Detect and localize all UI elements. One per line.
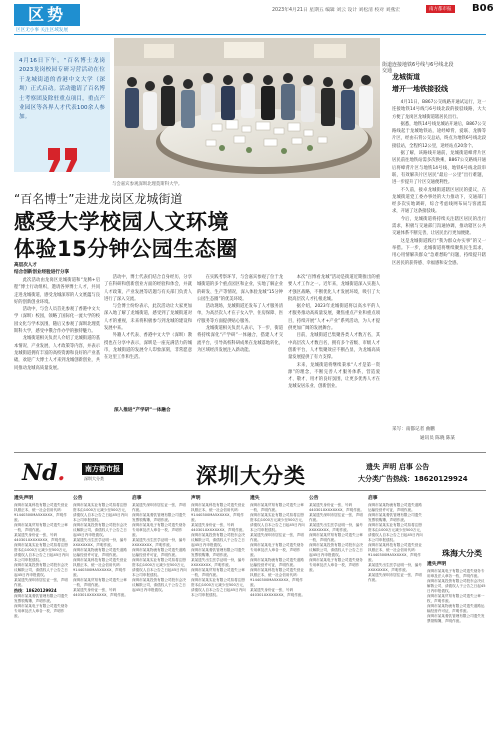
ad-text: 深圳市某某物流有限公司遗失道路运输经营许可证，声明作废。 xyxy=(368,503,422,512)
ad-text: 深圳市某某物流有限公司遗失道路运输经营许可证，声明作废。 xyxy=(73,548,127,557)
article-paragraph: 本次“百博看龙城”活动是街道近期推出的重要人才工作之一。近年来，龙城街道深入实施人才强区战略，不断优化人才发展环境，吸引了大批高层次人才扎根龙城。 xyxy=(288,275,380,302)
section-subtitle: 区区无小事 关注区域发展 xyxy=(16,28,68,33)
article-paragraph: 此次活动由龙岗区龙城街道和“龙腾+启程”博士行动组织，邀请各界博士人才，共同走进龙城街道，感受龙城深厚的人文底蕴与良好的创新创业环境。 xyxy=(14,278,100,305)
nd-logo xyxy=(22,460,65,486)
ad-text: 某某遗失出生医学证明一份，编号XXXXXXXX，声明作废。 xyxy=(132,538,186,547)
ad-column xyxy=(427,559,486,743)
article-column-1 xyxy=(14,277,100,372)
ad-text: 深圳市某某实业有限公司拟将注册资本由1000万元减少至500万元，请债权人自本公告之日起45日内向本公司申报债权。 xyxy=(250,513,306,532)
ad-text: 深圳市某某电子有限公司遗失财务专用章及法人章各一枚，声明作废。 xyxy=(309,558,363,572)
ad-text: 某某遗失深圳市居住证一张，声明作废。 xyxy=(368,573,422,582)
ad-column xyxy=(191,493,247,743)
ad-text: 深圳市某某物流有限公司遗失道路运输经营许可证，声明作废。 xyxy=(250,558,304,567)
headline-line-1: 感受大学校园人文环境 xyxy=(14,210,229,234)
ad-column xyxy=(132,493,188,743)
sidebar-byline: 采写：南都记者 曲鹏 xyxy=(392,427,435,432)
ad-text: 深圳市某某科技有限公司遗失营业执照正本，统一社会信用代码：91440300MA5XXXXX，声明作废。 xyxy=(14,503,68,522)
zhuhai-classifieds-title: 珠海大分类 xyxy=(442,549,482,558)
article-paragraph: 龙城街道相关负责人介绍了龙城街道的基本情况、产业发展、人才政策等内容，并表示龙城街道拥有丰富的高校资源和良好的产业基础，欢迎广大博士人才来到龙城创新创业，共同推动龙城高质量发展。 xyxy=(14,336,100,371)
ad-text: 深圳市某某科技有限公司遗失营业执照正本，统一社会信用代码：91440300MA5XXXXX，声明作废。 xyxy=(191,503,245,522)
ad-text: 深圳市某某电子有限公司遗失财务专用章及法人章各一枚，声明作废。 xyxy=(250,543,304,557)
ad-text: 某某遗失出生医学证明一份，编号XXXXXXXX，声明作废。 xyxy=(309,523,363,532)
article-paragraph: 未来，龙城街道将继续秉承“人才是第一资源”的理念，不断完善人才服务体系，营造爱才、敬才、用才的良好氛围，让更多优秀人才在龙城安居乐业、创新创业。 xyxy=(288,362,380,390)
ad-text: 深圳市某某贸易有限公司遗失公章一枚，声明作废。 xyxy=(250,503,304,512)
sidebar-paragraph: 今后，龙城街道将持续关注辖区居民的出行需求，积极与交通部门沟通协调，推动辖区公共交通体系不断完善，让居民出行更加便捷。 xyxy=(392,216,486,237)
ad-text: 深圳市某某物流有限公司遗失道路运输经营许可证，声明作废。 xyxy=(132,548,186,557)
article-column-2 xyxy=(104,274,192,362)
ad-text: 深圳市某某科技有限公司遗失营业执照正本，统一社会信用代码：91440300MA5XXXXX，声明作废。 xyxy=(368,543,422,562)
classifieds-hotline: 大分类广告热线：18620129924 xyxy=(358,475,468,483)
ad-text: 深圳市某某实业有限公司拟将注册资本由1000万元减少至500万元，请债权人自本公告之日起45日内向本公司申报债权。 xyxy=(73,503,129,522)
quote-mark-icon xyxy=(46,146,80,174)
page-header xyxy=(0,0,500,32)
sidebar-title: 龙城街道 xyxy=(392,73,420,81)
ad-text: 深圳市某某电子有限公司遗失财务专用章及法人章各一枚，声明作废。 xyxy=(427,569,485,578)
article-paragraph: 活动现场，龙城街道还发布了人才服务清单，为高层次人才在子女入学、住房保障、医疗服务等方面提供贴心服务。 xyxy=(197,304,283,324)
ad-text: 深圳市某某投资有限公司股东会决议解散公司，请债权人于公告之日起45日内申报债权。 xyxy=(14,563,68,577)
article-paragraph: 活动中，与会人员首先参观了香港中文大学（深圳）校园，领略了国际化一流大学的校园文化与学术氛围，随后又参观了深圳北理莫斯科大学，感受中俄合作办学的独特魅力。 xyxy=(14,307,100,335)
section-title: 区势 xyxy=(27,5,66,24)
ad-text: 深圳市某某贸易有限公司遗失公章一枚，声明作废。 xyxy=(14,523,68,532)
nd-logo-text: Nd xyxy=(22,460,58,486)
ad-text: 某某遗失深圳市居住证一张，声明作废。 xyxy=(309,513,363,522)
ad-text: 深圳市某某投资有限公司股东会决议解散公司，请债权人于公告之日起45日内申报债权。 xyxy=(427,579,486,593)
ad-column-title: 遗失声明 xyxy=(14,496,34,501)
paper-sub: 深圳大分类 xyxy=(84,476,104,481)
nd-logo-dot: . xyxy=(57,460,66,486)
sidebar-paragraph: 据悉，地铁14号线龙城站开通后，B867公交路线起于龙城地铁站，途经嶂背、爱联、龙腾等片区，经由石背公交总站，终点为地铁6号线北段接驳站，全程约12公里，途经站点20余个。 xyxy=(392,121,486,149)
ad-text: 某某遗失身份证一张，号码440301XXXXXXXX，声明作废。 xyxy=(191,523,246,532)
ad-column-title: 遗失声明 xyxy=(427,562,447,567)
classifieds-category-line: 遗失 声明 启事 公告 xyxy=(366,463,430,471)
ad-column-title: 启事 xyxy=(368,496,378,501)
ad-text: 深圳市某某贸易有限公司遗失公章一枚，声明作废。 xyxy=(427,594,485,603)
classifieds-top-rule xyxy=(14,452,486,453)
ad-phone: 热线：18620129924 xyxy=(14,588,57,593)
ad-text: 某某遗失出生医学证明一份，编号XXXXXXXX，声明作废。 xyxy=(73,538,127,547)
headline-line-2: 体验15分钟公园生态圈 xyxy=(14,237,238,261)
ad-column-title: 公告 xyxy=(309,496,319,501)
ad-column xyxy=(309,493,365,743)
headline-kicker: “百名博士”走进龙岗区龙城街道 xyxy=(14,192,183,206)
ad-text: 某某遗失身份证一张，号码440301XXXXXXXX，声明作废。 xyxy=(14,533,69,542)
ad-text: 深圳市某某投资有限公司股东会决议解散公司，请债权人于公告之日起45日内申报债权。 xyxy=(132,578,186,592)
ad-text: 深圳市某某科技有限公司遗失营业执照正本，统一社会信用代码：91440300MA5XXXXX，声明作废。 xyxy=(250,568,304,587)
ad-text: 深圳市某某贸易有限公司遗失公章一枚，声明作废。 xyxy=(73,578,127,587)
article-paragraph: 龙城街道相关负责人表示，下一步，街道将持续深化“产学研”一体融合，搭建人才交流平台，引导高校科研成果在龙城落地转化，为区域经济发展注入新动能。 xyxy=(197,326,283,353)
ad-column-title: 声明 xyxy=(191,496,201,501)
ad-text: 深圳市某某餐饮管理有限公司遗失发票领购簿，声明作废。 xyxy=(14,594,68,603)
ad-text: 某某遗失深圳市居住证一张，声明作废。 xyxy=(250,533,304,542)
page-number: B06 xyxy=(472,3,494,14)
ad-text: 深圳市某某餐饮管理有限公司遗失发票领购簿，声明作废。 xyxy=(132,513,186,522)
ad-text: 某某遗失身份证一张，号码440301XXXXXXXX，声明作废。 xyxy=(309,503,364,512)
photo-illustration xyxy=(114,38,380,178)
article-paragraph: 活动中，博士代表们结合自身经历，分享了在科研和创新创业方面的经验和体会，并就人才政策、产业发展等话题与有关部门负责人进行了深入交流。 xyxy=(104,275,192,302)
ad-text: 深圳市某某实业有限公司拟将注册资本由1000万元减少至500万元，请债权人自本公告之日起45日内向本公司申报债权。 xyxy=(132,558,188,577)
article-paragraph: 外籍人才代表、香港中文大学（深圳）教授也在分享中表示，深圳是一座充满活力的城市，龙城街道的发展令人印象深刻，非常愿意在这里工作和生活。 xyxy=(104,333,192,361)
article-subhead-1: 高层次人才 xyxy=(14,263,37,268)
ad-column xyxy=(250,493,306,743)
classifieds-bottom-rule xyxy=(14,490,486,491)
article-column-3 xyxy=(197,274,283,354)
article-paragraph: 据介绍，2023年龙城街道将以高水平的人才服务推动高质量发展，聚焦重点产业和重点项目，持续开展“人才+产业”系列活动，为人才提供更加广阔的发展舞台。 xyxy=(288,304,380,332)
ad-text: 深圳市某某实业有限公司拟将注册资本由1000万元减少至500万元，请债权人自本公告之日起45日内向本公司申报债权。 xyxy=(368,523,424,542)
sidebar-kicker: 连接地铁6号线与6号线北段 xyxy=(392,62,454,68)
ad-text: 深圳市某某投资有限公司股东会决议解散公司，请债权人于公告之日起45日内申报债权。 xyxy=(73,523,127,537)
header-divider xyxy=(14,34,486,35)
ad-text: 某某遗失深圳市居住证一张，声明作废。 xyxy=(132,503,186,512)
ad-text: 深圳市某某电子有限公司遗失财务专用章及法人章各一枚，声明作废。 xyxy=(14,604,68,618)
sidebar-paragraph: 据了解，该路线开通前，龙城街道嶂背片区居民前往地铁站需多次换乘，B867公交路线开通后将嶂背片区与地铁14号线、地铁6号线北段串联，有效解决片区居民“最后一公里”出行难题，进一步提升了片区交通便利性。 xyxy=(392,151,486,186)
sidebar-paragraph: 这是龙城街道践行“我为群众办实事”的又一举措。下一步，龙城街道将继续聚焦民生需求，用心用情解决群众“急难愁盼”问题，持续提升辖区居民的获得感、幸福感和安全感。 xyxy=(392,238,486,266)
ad-text: 深圳市某某餐饮管理有限公司遗失发票领购簿，声明作废。 xyxy=(191,548,245,557)
article-paragraph: 与会博士纷纷表示，此次活动让大家更加深入地了解了龙城街道，感受到了龙城街道对人才的重视，未来将积极参与到龙城的建设和发展中来。 xyxy=(104,304,192,332)
classifieds-title: 深圳大分类 xyxy=(196,464,306,488)
ad-text: 某某遗失出生医学证明一份，编号XXXXXXXX，声明作废。 xyxy=(191,558,245,567)
main-photo xyxy=(114,38,380,178)
ad-column xyxy=(73,493,129,743)
sidebar-title-line2: 增开一地铁接驳线 xyxy=(392,85,448,93)
classifieds-grid xyxy=(14,493,486,743)
ad-text: 深圳市某某投资有限公司股东会决议解散公司，请债权人于公告之日起45日内申报债权。 xyxy=(309,543,363,557)
ad-column-title: 遗失 xyxy=(250,496,260,501)
ad-text: 深圳市某某贸易有限公司遗失公章一枚，声明作废。 xyxy=(191,568,245,577)
ad-text: 深圳市某某餐饮管理有限公司遗失发票领购簿，声明作废。 xyxy=(368,513,422,522)
section-tab xyxy=(14,4,80,26)
ad-text: 深圳市某某物流有限公司遗失道路运输经营许可证，声明作废。 xyxy=(427,604,485,613)
ad-text: 深圳市某某投资有限公司股东会决议解散公司，请债权人于公告之日起45日内申报债权。 xyxy=(191,533,245,547)
sidebar-byline-2: 通讯员 陈晓 陈某 xyxy=(420,436,456,441)
article-subhead-1b: 结合创新创业经验进行分享 xyxy=(14,270,70,275)
ad-text: 深圳市某某实业有限公司拟将注册资本由1000万元减少至500万元，请债权人自本公告之日起45日内向本公司申报债权。 xyxy=(191,578,247,597)
article-subhead-2: 深入推进“产学研”一体融合 xyxy=(114,408,171,413)
ad-column xyxy=(14,493,70,743)
sidebar-body xyxy=(392,99,486,267)
ad-text: 深圳市某某实业有限公司拟将注册资本由1000万元减少至500万元，请债权人自本公告之日起45日内向本公司申报债权。 xyxy=(14,543,70,562)
ad-column-title: 启事 xyxy=(132,496,142,501)
ad-column xyxy=(368,493,424,743)
ad-column-title: 公告 xyxy=(73,496,83,501)
ad-text: 深圳市某某餐饮管理有限公司遗失发票领购簿，声明作废。 xyxy=(427,614,485,623)
ad-text: 某某遗失身份证一张，号码440301XXXXXXXX，声明作废。 xyxy=(250,588,305,597)
ad-text: 某某遗失出生医学证明一份，编号XXXXXXXX，声明作废。 xyxy=(368,563,422,572)
article-paragraph: 目前，龙城街道已集聚各类人才数万名，其中高层次人才数百名，拥有多个省级、市级人才创新平台，人才集聚效应不断凸显，为龙城高质量发展提供了有力支撑。 xyxy=(288,333,380,361)
ad-text: 某某遗失身份证一张，号码440301XXXXXXXX，声明作废。 xyxy=(73,588,128,597)
lead-text: 4月16日下午，“百名博士龙岗2023龙岗校园专研习营活动在位于龙城街道的香港中文大学（深圳）正式启动。活动邀请了百名博士考察团及除驻重点项目，重点产业园区等各界人才代表100余人参加。 xyxy=(19,58,105,121)
ad-text: 深圳市某某贸易有限公司遗失公章一枚，声明作废。 xyxy=(309,533,363,542)
article-paragraph: 在实践考察环节，与会嘉宾参观了位于龙城街道的多个重点园区和企业，实地了解企业的研发、生产等情况，深入体验龙城“15分钟公园生态圈”的优美环境。 xyxy=(197,275,283,302)
ad-text: 深圳市某某科技有限公司遗失营业执照正本，统一社会信用代码：91440300MA5XXXXX，声明作废。 xyxy=(73,558,127,577)
date-info: 2023年4月21日 星期五 编辑 刘云 设计 刘松清 校对 刘燕宏 xyxy=(272,8,400,13)
photo-caption: 与会嘉宾参观深圳北理莫斯科大学。 xyxy=(112,182,183,187)
sidebar-vertical-label: 街道交通 xyxy=(382,62,393,74)
ad-text: 某某遗失深圳市居住证一张，声明作废。 xyxy=(14,578,68,587)
paper-name: 南方都市报 xyxy=(82,463,123,475)
sidebar-paragraph: 4月11日，B867公交线路开通试运行，这一连接地铁14号线与6号线北段的接驳线路，大大方便了龙岗区龙城街道辖居民出行。 xyxy=(392,100,486,120)
paper-badge: 南方都市报 xyxy=(426,5,455,13)
article-column-4 xyxy=(288,274,380,391)
sidebar-paragraph: 不久前，接卓龙城街道辖区居民的提议，在龙城街道党工委办事处的大力推动下，交通部门经多次实地调研，综合考虑线网布局与客流需求，开通了这条接驳线。 xyxy=(392,187,486,215)
ad-text: 深圳市某某电子有限公司遗失财务专用章及法人章各一枚，声明作废。 xyxy=(132,523,186,537)
